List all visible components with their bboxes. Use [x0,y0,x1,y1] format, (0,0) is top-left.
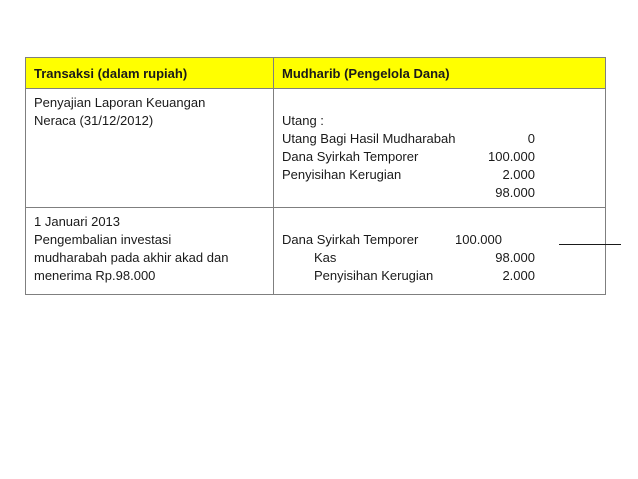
transaksi-line: Penyajian Laporan Keuangan [34,95,206,110]
header-mudharib: Mudharib (Pengelola Dana) [274,58,606,89]
transaksi-line: Neraca (31/12/2012) [34,113,154,128]
debit-label: Dana Syirkah Temporer [282,232,419,247]
entry-amount: 0 [527,131,535,146]
header-transaksi: Transaksi (dalam rupiah) [26,58,274,89]
entry-amount: 100.000 [488,149,535,164]
decorative-line [559,244,621,245]
table-row [26,89,606,208]
entry-amount: 2.000 [502,167,535,182]
transaksi-cell [26,89,274,208]
journal-table [25,57,606,295]
credit-label: Penyisihan Kerugian [314,268,434,283]
transaksi-cell [26,208,274,295]
debit-amount: 100.000 [455,232,502,247]
entry-label: Dana Syirkah Temporer [282,149,419,164]
entry-label: Utang Bagi Hasil Mudharabah [282,131,456,146]
mudharib-cell [274,208,606,295]
table-header-row [26,58,606,89]
table-row [26,208,606,295]
transaksi-line: Pengembalian investasi [34,232,172,247]
transaksi-line: 1 Januari 2013 [34,214,121,229]
transaksi-line: menerima Rp.98.000 [34,268,156,283]
credit-amount: 98.000 [495,250,535,265]
mudharib-cell [274,89,606,208]
entry-total: 98.000 [495,185,535,200]
entry-label: Penyisihan Kerugian [282,167,402,182]
credit-label: Kas [314,250,337,265]
entry-heading: Utang : [282,113,324,128]
credit-amount: 2.000 [502,268,535,283]
transaksi-line: mudharabah pada akhir akad dan [34,250,229,265]
